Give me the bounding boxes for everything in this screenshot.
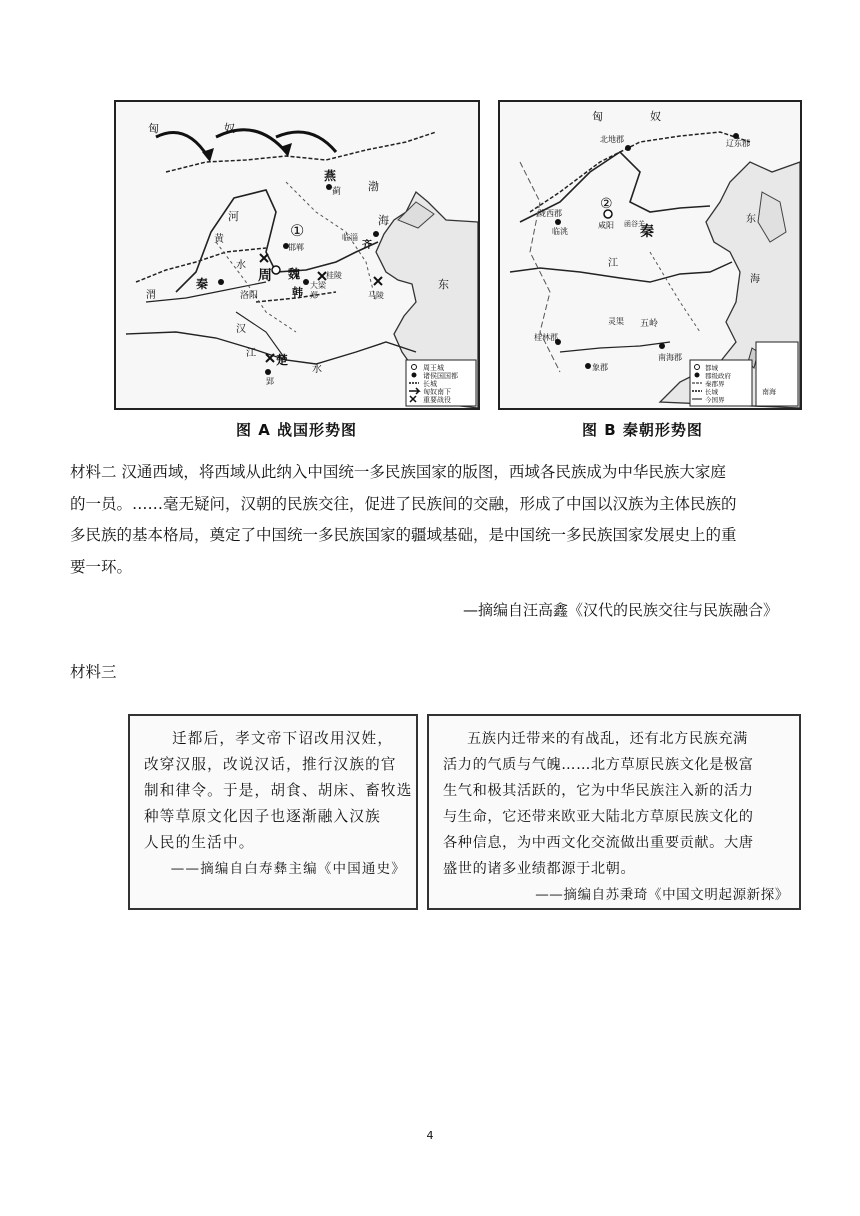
map-a-yan: 燕 — [324, 169, 337, 183]
map-a-legend-1: 诸侯国国都 — [423, 372, 458, 380]
map-b-wuling: 五岭 — [640, 319, 659, 329]
map-a-ji: 蓟 — [332, 187, 342, 197]
map-b — [498, 100, 802, 410]
map-b-legend-3: 长城 — [705, 388, 718, 396]
map-b-nanhai-sea: 南海 — [762, 388, 776, 396]
box-right-line: 盛世的诸多业绩都源于北朝。 — [443, 861, 636, 877]
material-2-source: —摘编自汪高鑫《汉代的民族交往与民族融合》 — [462, 601, 778, 619]
material-2-paragraph — [70, 457, 786, 583]
map-b-hangu: 函谷关 — [624, 220, 645, 228]
page-number: 4 — [426, 1129, 434, 1142]
map-a-han-river: 汉 — [236, 324, 246, 335]
map-b-drawing — [500, 102, 800, 408]
map-b-qin: 秦 — [640, 224, 654, 240]
material-2-line: 多民族的基本格局，奠定了中国统一多民族国家的疆域基础，是中国统一多民族国家发展史上的重 — [70, 526, 737, 544]
box-right-source: ——摘编自苏秉琦《中国文明起源新探》 — [535, 887, 789, 903]
map-b-xiongnu-1: 匈 — [592, 110, 603, 123]
map-a-daliang: 大梁 — [310, 281, 326, 290]
map-a-wei-river: 渭 — [146, 290, 156, 301]
map-a-jiang: 江 — [246, 348, 256, 359]
map-b-nanhai: 南海郡 — [658, 353, 682, 362]
map-b-caption: 图 B 秦朝形势图 — [582, 421, 703, 439]
box-left-line: 改穿汉服，改说汉话，推行汉族的官 — [144, 756, 397, 773]
map-a-xiongnu-1: 匈 — [148, 122, 159, 135]
map-b-dong: 东 — [746, 214, 756, 225]
box-right-line: 生气和极其活跃的，它为中华民族注入新的活力 — [443, 783, 754, 799]
map-a-dong: 东 — [438, 278, 449, 291]
map-a-hai: 海 — [378, 214, 389, 227]
box-left-line: 种等草原文化因子也逐渐融入汉族 — [144, 808, 381, 825]
map-a-chu: 楚 — [276, 353, 289, 367]
box-right-line: 各种信息，为中西文化交流做出重要贡献。大唐 — [443, 835, 754, 851]
map-a-luoyang: 洛阳 — [240, 291, 259, 301]
material-3-box-left — [128, 714, 418, 910]
map-a-drawing — [116, 102, 478, 408]
map-b-xiang: 象郡 — [592, 363, 608, 372]
map-b-jiang: 江 — [608, 258, 618, 269]
map-a-handan: 邯郸 — [288, 243, 304, 252]
map-a-he: 河 — [228, 210, 239, 223]
map-a-wei: 魏 — [288, 267, 301, 281]
box-right-line: 五族内迁带来的有战乱，还有北方民族充满 — [467, 731, 748, 747]
map-a-shui-2: 水 — [312, 364, 322, 375]
material-2-line: 要一环。 — [70, 557, 133, 576]
map-b-liaodong: 辽东郡 — [726, 139, 750, 148]
box-right-line: 与生命，它还带来欧亚大陆北方草原民族文化的 — [443, 809, 754, 825]
map-b-hai: 海 — [750, 274, 760, 285]
map-a-maling: 马陵 — [368, 291, 384, 300]
material-3-label: 材料三 — [70, 663, 117, 681]
map-a-caption: 图 A 战国形势图 — [236, 421, 358, 439]
map-b-beidi: 北地郡 — [600, 135, 624, 144]
map-a-qi: 齐 — [362, 240, 372, 251]
map-a-legend-4: 重要战役 — [423, 396, 451, 404]
map-b-legend-2: 秦郡界 — [705, 380, 725, 388]
map-a-xiongnu-2: 奴 — [224, 122, 235, 135]
map-a-circle-1: ① — [290, 221, 305, 240]
map-b-guilin: 桂林郡 — [534, 333, 558, 342]
box-left-line: 制和律令。于是，胡食、胡床、畜牧选 — [144, 782, 413, 799]
map-b-xianyang: 咸阳 — [598, 221, 614, 230]
map-a-guiling: 桂陵 — [326, 271, 342, 280]
map-b-xiongnu-2: 奴 — [650, 110, 661, 123]
map-a-zhou: 周 — [258, 268, 272, 284]
map-a-zheng: 郑 — [310, 291, 318, 300]
map-b-legend-4: 今国界 — [705, 396, 725, 404]
map-a — [114, 100, 480, 410]
map-a-han: 韩 — [292, 286, 303, 299]
map-a-shui: 水 — [236, 260, 246, 271]
map-a-legend-3: 匈奴南下 — [423, 388, 451, 396]
map-b-circle-2: ② — [600, 196, 613, 212]
map-b-longxi: 陇西郡 — [538, 209, 562, 218]
map-a-legend-0: 周王城 — [423, 364, 444, 372]
box-left-line: 人民的生活中。 — [144, 834, 255, 851]
box-left-source: ——摘编自白寿彝主编《中国通史》 — [170, 861, 406, 877]
map-b-lingqu: 灵渠 — [608, 317, 624, 326]
map-b-legend-0: 都城 — [705, 364, 718, 372]
map-b-legend-1: 郡级政府 — [705, 372, 731, 380]
map-b-lintao: 临洮 — [552, 227, 568, 236]
box-right-line: 活力的气质与气魄……北方草原民族文化是极富 — [443, 757, 754, 773]
box-left-line: 迁都后，孝文帝下诏改用汉姓， — [172, 730, 394, 747]
map-a-qin: 秦 — [196, 277, 209, 291]
material-2-line: 的一员。……毫无疑问，汉朝的民族交往，促进了民族间的交融，形成了中国以汉族为主体民族的 — [70, 494, 737, 513]
map-a-hu: 黄 — [214, 234, 224, 245]
material-2-line: 材料二 汉通西域，将西域从此纳入中国统一多民族国家的版图，西域各民族成为中华民族大家庭 — [70, 463, 726, 481]
map-a-ying: 郢 — [266, 377, 274, 386]
map-a-bo: 渤 — [368, 180, 379, 193]
map-a-linzi: 临淄 — [342, 233, 358, 242]
material-3-box-right — [427, 714, 801, 910]
map-a-legend-2: 长城 — [423, 380, 437, 388]
